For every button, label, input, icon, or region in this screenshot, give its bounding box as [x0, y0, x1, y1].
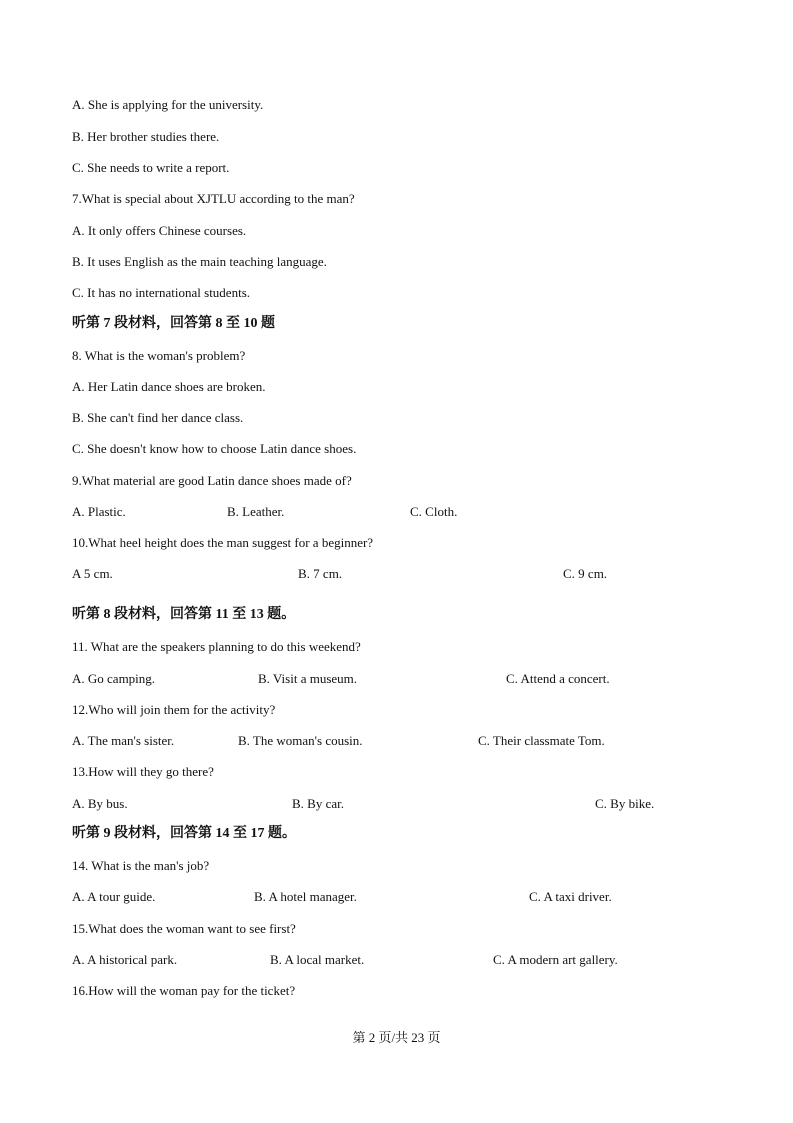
q10-option-c: C. 9 cm. [563, 566, 608, 581]
q13-option-a: A. By bus. [72, 796, 128, 811]
q15-option-c: C. A modern art gallery. [493, 952, 618, 967]
q9-question: 9.What material are good Latin dance shoes made of? [72, 473, 352, 488]
q9-option-c: C. Cloth. [410, 504, 458, 519]
q11-question: 11. What are the speakers planning to do this weekend? [72, 639, 361, 654]
q7-option-a: A. It only offers Chinese courses. [72, 223, 247, 238]
q9-option-a: A. Plastic. [72, 504, 126, 519]
q10-option-a: A 5 cm. [72, 566, 113, 581]
section-heading-7: 听第 7 段材料，回答第 8 至 10 题 [72, 316, 275, 331]
q6-option-a: A. She is applying for the university. [72, 97, 264, 112]
q6-option-c: C. She needs to write a report. [72, 160, 230, 175]
q11-option-a: A. Go camping. [72, 671, 156, 686]
q9-option-b: B. Leather. [227, 504, 285, 519]
q13-option-c: C. By bike. [595, 796, 655, 811]
q7-option-c: C. It has no international students. [72, 285, 251, 300]
q7-option-b: B. It uses English as the main teaching language. [72, 254, 327, 269]
q10-option-b: B. 7 cm. [298, 566, 343, 581]
q8-question: 8. What is the woman's problem? [72, 348, 246, 363]
q13-question: 13.How will they go there? [72, 764, 214, 779]
q16-question: 16.How will the woman pay for the ticket? [72, 983, 296, 998]
q15-option-a: A. A historical park. [72, 952, 178, 967]
q11-option-c: C. Attend a concert. [506, 671, 610, 686]
q13-option-b: B. By car. [292, 796, 344, 811]
q14-question: 14. What is the man's job? [72, 858, 210, 873]
q6-option-b: B. Her brother studies there. [72, 129, 220, 144]
page-footer: 第 2 页/共 23 页 [352, 1030, 441, 1045]
section-heading-8: 听第 8 段材料，回答第 11 至 13 题。 [72, 607, 296, 622]
section-heading-9: 听第 9 段材料，回答第 14 至 17 题。 [72, 826, 296, 841]
q12-question: 12.Who will join them for the activity? [72, 702, 276, 717]
q11-option-b: B. Visit a museum. [258, 671, 358, 686]
q8-option-b: B. She can't find her dance class. [72, 410, 244, 425]
q15-option-b: B. A local market. [270, 952, 365, 967]
q14-option-b: B. A hotel manager. [254, 889, 357, 904]
q14-option-c: C. A taxi driver. [529, 889, 612, 904]
q8-option-c: C. She doesn't know how to choose Latin dance shoes. [72, 441, 357, 456]
q10-question: 10.What heel height does the man suggest for a beginner? [72, 535, 374, 550]
q14-option-a: A. A tour guide. [72, 889, 156, 904]
q15-question: 15.What does the woman want to see first? [72, 921, 296, 936]
q12-option-c: C. Their classmate Tom. [478, 733, 605, 748]
q12-option-a: A. The man's sister. [72, 733, 175, 748]
q7-question: 7.What is special about XJTLU according to the man? [72, 191, 355, 206]
q8-option-a: A. Her Latin dance shoes are broken. [72, 379, 266, 394]
q12-option-b: B. The woman's cousin. [238, 733, 363, 748]
